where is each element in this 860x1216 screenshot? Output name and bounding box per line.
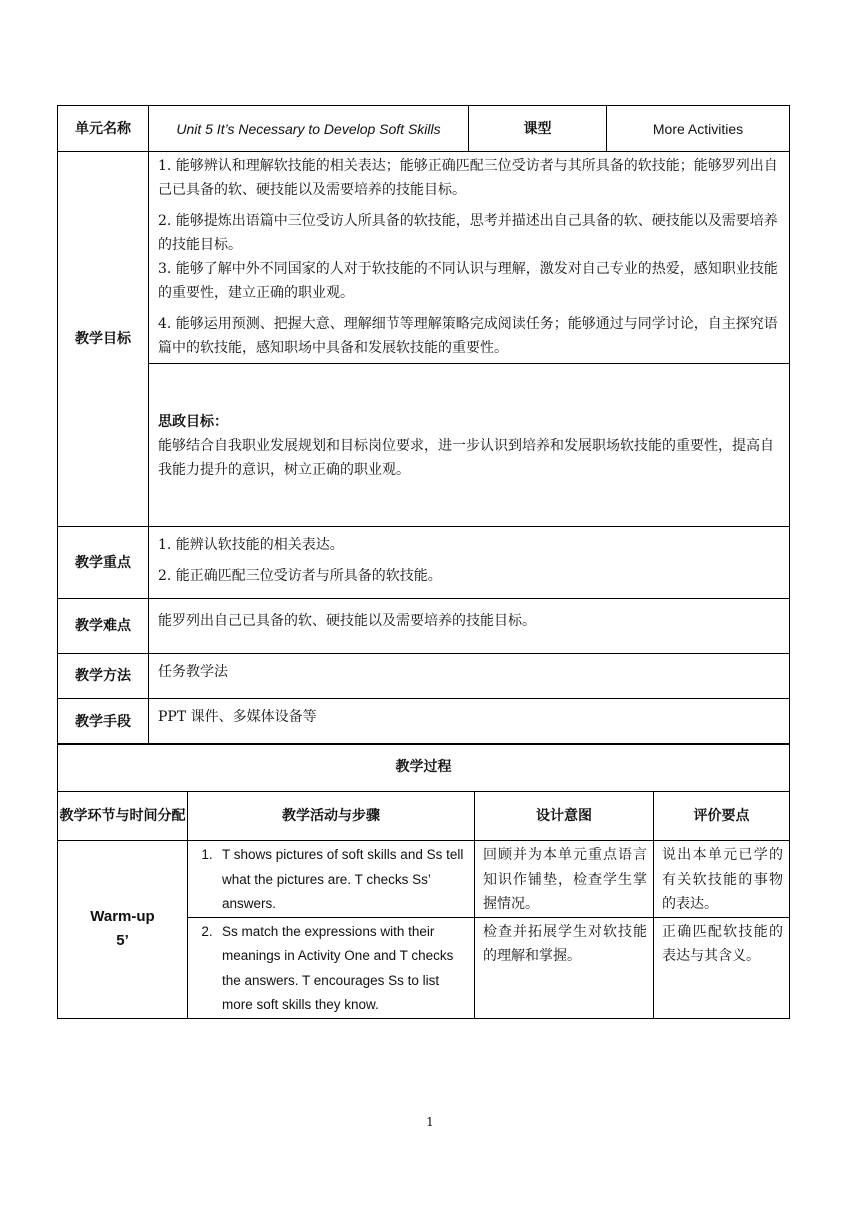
intent-header: 设计意图	[475, 792, 654, 841]
method-content: 任务教学法	[149, 654, 790, 699]
lesson-info-table	[57, 105, 790, 745]
stage-time: 5’	[116, 932, 129, 950]
ideological-goals-content	[149, 364, 790, 527]
stage-time-header: 教学环节与时间分配	[58, 792, 188, 841]
means-content: PPT 课件、多媒体设备等	[149, 699, 790, 745]
goal-item: 4. 能够运用预测、把握大意、理解细节等理解策略完成阅读任务；能够通过与同学讨论，自主探究语篇中的软技能，感知职场中具备和发展软技能的重要性。	[158, 316, 778, 356]
stage-cell	[58, 841, 188, 1019]
difficulty-content: 能罗列出自己已具备的软、硬技能以及需要培养的技能目标。	[149, 599, 790, 654]
step-text: Ss match the expressions with their meanings in Activity One and T checks the answers. T encourages Ss to list more soft skills they know.	[222, 923, 454, 1012]
stage-name: Warm-up	[90, 908, 155, 926]
key-point-item: 1. 能辨认软技能的相关表达。	[158, 537, 344, 553]
teaching-goals-label: 教学目标	[58, 152, 149, 527]
step-number: 1.	[201, 847, 213, 862]
goal-item: 2. 能够提炼出语篇中三位受访人所具备的软技能，思考并描述出自己具备的软、硬技能以及需要培养的技能目标。	[158, 213, 778, 253]
activity-step	[188, 841, 475, 918]
table-row	[58, 841, 790, 918]
activity-header: 教学活动与步骤	[188, 792, 475, 841]
step-text: T shows pictures of soft skills and Ss tell what the pictures are. T checks Ss’ answers.	[222, 847, 464, 911]
difficulty-label: 教学难点	[58, 599, 149, 654]
key-point-item: 2. 能正确匹配三位受访者与所具备的软技能。	[158, 568, 442, 584]
means-label: 教学手段	[58, 699, 149, 745]
process-title: 教学过程	[58, 744, 790, 792]
goal-item: 1. 能够辨认和理解软技能的相关表达；能够正确匹配三位受访者与其所具备的软技能；能够罗列出自己已具备的软、硬技能以及需要培养的技能目标。	[158, 158, 778, 198]
ideological-goals-title: 思政目标：	[158, 414, 228, 430]
teaching-goals-content	[149, 152, 790, 364]
unit-name-label: 单元名称	[58, 106, 149, 152]
design-intent: 检查并拓展学生对软技能的理解和掌握。	[475, 917, 654, 1018]
evaluation-point: 正确匹配软技能的表达与其含义。	[654, 917, 790, 1018]
unit-name-value: Unit 5 It’s Necessary to Develop Soft Skills	[149, 106, 469, 152]
method-label: 教学方法	[58, 654, 149, 699]
design-intent: 回顾并为本单元重点语言知识作铺垫，检查学生掌握情况。	[475, 841, 654, 918]
step-number: 2.	[201, 923, 213, 939]
ideological-goals-text: 能够结合自我职业发展规划和目标岗位要求，进一步认识到培养和发展职场软技能的重要性，提高自我能力提升的意识，树立正确的职业观。	[158, 438, 774, 478]
teaching-process-table	[57, 743, 790, 1019]
key-points-label: 教学重点	[58, 527, 149, 599]
page-number: 1	[426, 1115, 434, 1129]
key-points-content	[149, 527, 790, 599]
activity-step	[188, 917, 475, 1018]
lesson-type-label: 课型	[469, 106, 607, 152]
lesson-type-value: More Activities	[607, 106, 790, 152]
goal-item: 3. 能够了解中外不同国家的人对于软技能的不同认识与理解，激发对自己专业的热爱，感知职业技能的重要性，建立正确的职业观。	[158, 261, 778, 301]
evaluation-header: 评价要点	[654, 792, 790, 841]
evaluation-point: 说出本单元已学的有关软技能的事物的表达。	[654, 841, 790, 918]
